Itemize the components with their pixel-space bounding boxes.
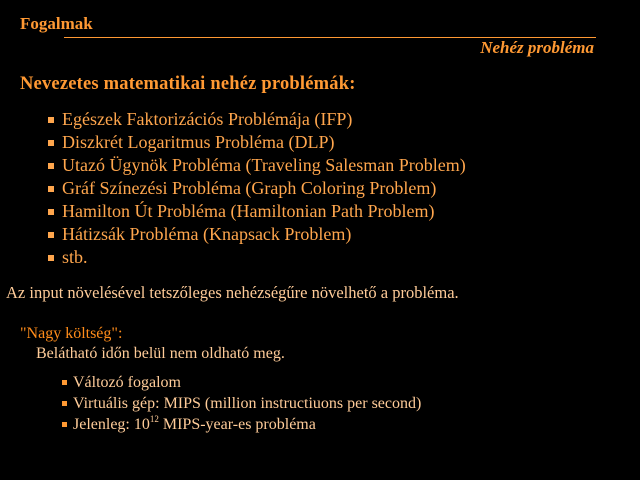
list-item [48, 177, 466, 200]
list-item-text: Gráf Színezési Probléma (Graph Coloring Problem) [62, 178, 437, 198]
list-item-text: Utazó Ügynök Probléma (Traveling Salesman Problem) [62, 155, 466, 175]
square-bullet-icon [48, 163, 54, 169]
square-bullet-icon [48, 140, 54, 146]
cost-description: Belátható időn belül nem oldható meg. [36, 345, 285, 362]
square-bullet-icon [48, 117, 54, 123]
square-bullet-icon [48, 186, 54, 192]
list-item [48, 154, 466, 177]
list-item-text [73, 414, 316, 435]
square-bullet-icon [48, 209, 54, 215]
cost-label: "Nagy költség": [20, 325, 123, 342]
square-bullet-icon [48, 255, 54, 261]
input-growth-note: Az input növelésével tetszőleges nehézségűre növelhető a probléma. [6, 283, 459, 302]
current-suffix: MIPS-year-es probléma [158, 416, 316, 433]
list-item [48, 246, 466, 269]
list-heading: Nevezetes matematikai nehéz problémák: [20, 74, 356, 94]
square-bullet-icon [48, 232, 54, 238]
current-exponent: 12 [149, 414, 159, 424]
list-item-text: Virtuális gép: MIPS (million instructiuons per second) [73, 395, 422, 412]
list-item-text: Változó fogalom [73, 374, 181, 391]
list-item-text: Hátizsák Probléma (Knapsack Problem) [62, 224, 352, 244]
list-item [62, 372, 421, 393]
problem-list [48, 108, 466, 269]
slide-subtitle: Nehéz probléma [480, 38, 594, 57]
list-item [62, 414, 421, 435]
cost-list [62, 372, 421, 435]
list-item-text: Diszkrét Logaritmus Probléma (DLP) [62, 132, 335, 152]
list-item [48, 223, 466, 246]
current-prefix: Jelenleg: 10 [73, 416, 150, 433]
square-bullet-icon [62, 422, 67, 427]
list-item-text: Egészek Faktorizációs Problémája (IFP) [62, 109, 353, 129]
list-item-text: Hamilton Út Probléma (Hamiltonian Path Problem) [62, 201, 435, 221]
square-bullet-icon [62, 380, 67, 385]
list-item-text: stb. [62, 247, 88, 267]
list-item [62, 393, 421, 414]
list-item [48, 108, 466, 131]
list-item [48, 200, 466, 223]
square-bullet-icon [62, 401, 67, 406]
section-title: Fogalmak [20, 14, 93, 33]
list-item [48, 131, 466, 154]
